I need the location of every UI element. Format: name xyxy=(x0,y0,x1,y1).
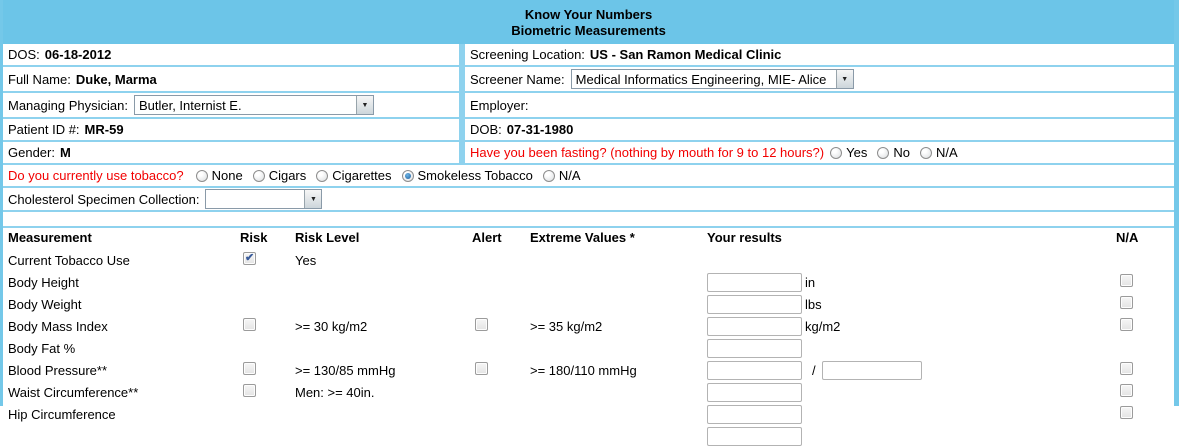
gender-cell xyxy=(3,142,465,163)
table-row-body-weight xyxy=(3,293,1174,315)
risk-checkbox[interactable] xyxy=(243,362,256,375)
fasting-option-yes[interactable] xyxy=(830,145,867,160)
measurement-name: Blood Pressure** xyxy=(8,362,107,378)
unit-label: kg/m2 xyxy=(805,318,841,334)
tobacco-radio-group xyxy=(196,168,591,183)
managing-physician-select[interactable] xyxy=(134,95,374,115)
spacer-cell xyxy=(3,212,1174,226)
table-row-body-fat xyxy=(3,337,1174,359)
bmi-input[interactable] xyxy=(707,317,802,336)
tobacco-option-na[interactable] xyxy=(543,168,581,183)
tobacco-option-smokeless-label: Smokeless Tobacco xyxy=(417,168,533,183)
unit-label: in xyxy=(805,274,816,290)
radio-button-icon[interactable] xyxy=(196,170,208,182)
extreme-value: >= 35 kg/m2 xyxy=(530,318,603,334)
info-row-tobacco xyxy=(3,165,1174,188)
na-checkbox[interactable] xyxy=(1120,318,1133,331)
screener-name-select[interactable] xyxy=(571,69,854,89)
dob-value: 07-31-1980 xyxy=(506,122,574,137)
table-row-partial xyxy=(3,425,1174,447)
waist-circumference-input[interactable] xyxy=(707,383,802,402)
risk-checkbox[interactable] xyxy=(243,318,256,331)
info-row-gender-fasting xyxy=(3,142,1174,165)
table-row-current-tobacco-use xyxy=(3,249,1174,271)
measurements-header-row xyxy=(3,230,1174,249)
radio-button-icon[interactable] xyxy=(316,170,328,182)
tobacco-option-cigars[interactable] xyxy=(253,168,307,183)
screening-location-cell xyxy=(465,44,1174,65)
header-extreme-values: Extreme Values * xyxy=(530,230,635,245)
fasting-option-na-label: N/A xyxy=(935,145,958,160)
dob-label: DOB: xyxy=(470,122,502,137)
na-checkbox[interactable] xyxy=(1120,406,1133,419)
radio-button-icon[interactable] xyxy=(877,147,889,159)
dropdown-arrow-icon[interactable]: ▼ xyxy=(836,70,853,88)
na-checkbox[interactable] xyxy=(1120,362,1133,375)
measurement-name: Waist Circumference** xyxy=(8,384,139,400)
cholesterol-cell xyxy=(3,188,1174,210)
alert-checkbox[interactable] xyxy=(475,318,488,331)
measurement-name: Body Weight xyxy=(8,296,82,312)
risk-level-value: Yes xyxy=(295,252,317,268)
body-weight-input[interactable] xyxy=(707,295,802,314)
patient-id-cell xyxy=(3,119,465,140)
header-measurement: Measurement xyxy=(8,230,92,245)
header-risk-level: Risk Level xyxy=(295,230,360,245)
body-fat-input[interactable] xyxy=(707,339,802,358)
dos-label: DOS: xyxy=(8,47,40,62)
radio-button-icon[interactable] xyxy=(920,147,932,159)
info-row-spacer xyxy=(3,212,1174,228)
risk-level-value: Men: >= 40in. xyxy=(295,384,375,400)
radio-button-icon[interactable] xyxy=(253,170,265,182)
managing-physician-selected-value: Butler, Internist E. xyxy=(138,97,242,113)
alert-checkbox[interactable] xyxy=(475,362,488,375)
screening-location-label: Screening Location: xyxy=(470,47,585,62)
na-checkbox[interactable] xyxy=(1120,296,1133,309)
extreme-value: >= 180/110 mmHg xyxy=(530,362,637,378)
tobacco-option-cigarettes[interactable] xyxy=(316,168,391,183)
patient-id-value: MR-59 xyxy=(84,122,124,137)
table-row-blood-pressure xyxy=(3,359,1174,381)
dos-value: 06-18-2012 xyxy=(44,47,112,62)
measurement-name: Body Height xyxy=(8,274,79,290)
table-row-body-height xyxy=(3,271,1174,293)
body-height-input[interactable] xyxy=(707,273,802,292)
risk-level-value: >= 130/85 mmHg xyxy=(295,362,396,378)
bp-diastolic-input[interactable] xyxy=(822,361,922,380)
dropdown-arrow-icon[interactable]: ▼ xyxy=(356,96,373,114)
screener-name-selected-value: Medical Informatics Engineering, MIE- Alice xyxy=(575,71,827,87)
header-risk: Risk xyxy=(240,230,268,245)
bp-systolic-input[interactable] xyxy=(707,361,802,380)
screener-name-cell xyxy=(465,67,1174,91)
screening-location-value: US - San Ramon Medical Clinic xyxy=(589,47,782,62)
fasting-option-yes-label: Yes xyxy=(846,145,868,160)
cholesterol-label: Cholesterol Specimen Collection: xyxy=(8,191,200,207)
table-row-body-mass-index xyxy=(3,315,1174,337)
radio-button-icon[interactable] xyxy=(830,147,842,159)
dob-cell xyxy=(465,119,1174,140)
full-name-label: Full Name: xyxy=(8,71,71,87)
info-row-cholesterol xyxy=(3,188,1174,212)
tobacco-option-cigarettes-label: Cigarettes xyxy=(332,168,392,183)
table-row-waist-circumference xyxy=(3,381,1174,403)
measurement-name: Hip Circumference xyxy=(8,406,116,422)
unit-label: lbs xyxy=(805,296,822,312)
managing-physician-label: Managing Physician: xyxy=(8,97,128,113)
radio-button-icon[interactable] xyxy=(543,170,555,182)
gender-label: Gender: xyxy=(8,145,55,160)
gender-value: M xyxy=(59,145,71,160)
fasting-option-na[interactable] xyxy=(920,145,958,160)
form-title-line2: Biometric Measurements xyxy=(511,23,666,38)
table-row-hip-circumference xyxy=(3,403,1174,425)
tobacco-cell xyxy=(3,165,1174,186)
employer-label: Employer: xyxy=(470,97,529,113)
managing-physician-cell xyxy=(3,93,465,117)
tobacco-option-none-label: None xyxy=(211,168,243,183)
cholesterol-select[interactable] xyxy=(205,189,322,209)
tobacco-option-na-label: N/A xyxy=(558,168,581,183)
tobacco-option-smokeless[interactable] xyxy=(402,168,533,183)
patient-id-label: Patient ID #: xyxy=(8,122,80,137)
partial-row-input[interactable] xyxy=(707,427,802,446)
na-checkbox[interactable] xyxy=(1120,274,1133,287)
dropdown-arrow-icon[interactable]: ▼ xyxy=(304,190,321,208)
header-alert: Alert xyxy=(472,230,502,245)
risk-checkbox[interactable] xyxy=(243,384,256,397)
fasting-radio-group xyxy=(830,145,968,160)
full-name-cell xyxy=(3,67,465,91)
risk-checkbox[interactable] xyxy=(243,252,256,265)
dos-cell xyxy=(3,44,465,65)
info-row-physician-employer xyxy=(3,93,1174,119)
info-row-name-screener xyxy=(3,67,1174,93)
fasting-cell xyxy=(465,142,1174,163)
tobacco-option-cigars-label: Cigars xyxy=(268,168,307,183)
measurements-table xyxy=(3,228,1174,447)
hip-circumference-input[interactable] xyxy=(707,405,802,424)
form-title-line1: Know Your Numbers xyxy=(524,7,653,22)
header-your-results: Your results xyxy=(707,230,782,245)
measurement-name: Current Tobacco Use xyxy=(8,252,130,268)
info-row-dos-location xyxy=(3,44,1174,67)
measurement-name: Body Mass Index xyxy=(8,318,108,334)
header-na: N/A xyxy=(1116,230,1139,245)
tobacco-question: Do you currently use tobacco? xyxy=(8,168,184,183)
fasting-question: Have you been fasting? (nothing by mouth for 9 to 12 hours?) xyxy=(470,145,825,160)
info-row-id-dob xyxy=(3,119,1174,142)
measurement-name: Body Fat % xyxy=(8,340,76,356)
na-checkbox[interactable] xyxy=(1120,384,1133,397)
form-header xyxy=(3,0,1174,44)
full-name-value: Duke, Marma xyxy=(75,71,157,87)
fasting-option-no[interactable] xyxy=(877,145,910,160)
risk-level-value: >= 30 kg/m2 xyxy=(295,318,368,334)
bp-separator: / xyxy=(812,362,816,378)
fasting-option-no-label: No xyxy=(893,145,910,160)
employer-cell xyxy=(465,93,1174,117)
screener-name-label: Screener Name: xyxy=(470,71,565,87)
radio-button-icon[interactable] xyxy=(402,170,414,182)
tobacco-option-none[interactable] xyxy=(196,168,243,183)
